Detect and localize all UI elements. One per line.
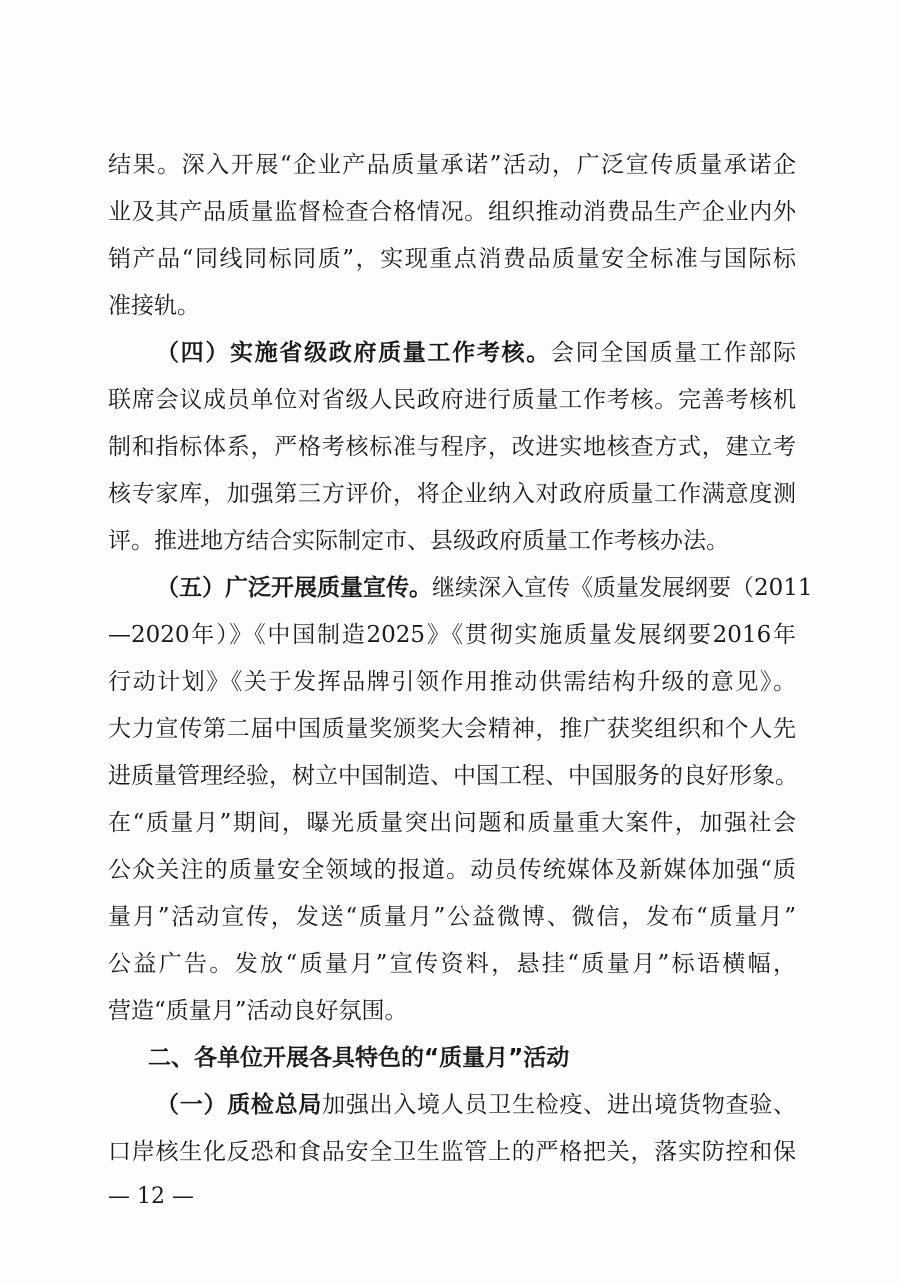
chapter-two-heading: 二、各单位开展各具特色的“质量月”活动 — [148, 1045, 570, 1071]
text-line: 评。推进地方结合实际制定市、县级政府质量工作考核办法。 — [108, 528, 729, 554]
text-line: 行动计划》《关于发挥品牌引领作用推动供需结构升级的意见》。 — [108, 669, 796, 695]
section-heading: （五）广泛开展质量宣传。 — [156, 574, 432, 601]
text-line: 公益广告。发放“质量月”宣传资料，悬挂“质量月”标语横幅， — [108, 951, 796, 977]
section-four-heading-line: （四）实施省级政府质量工作考核。会同全国质量工作部际 — [156, 339, 797, 366]
text-line: 联席会议成员单位对省级人民政府进行质量工作考核。完善考核机 — [108, 387, 796, 413]
section-five-heading-line: （五）广泛开展质量宣传。继续深入宣传《质量发展纲要（2011 — [156, 574, 813, 601]
text-line: 在“质量月”期间，曝光质量突出问题和质量重大案件，加强社会 — [108, 810, 796, 836]
section-heading: （四）实施省级政府质量工作考核。 — [156, 339, 551, 366]
text-line: 核专家库，加强第三方评价，将企业纳入对政府质量工作满意度测 — [108, 481, 796, 507]
text-line: 口岸核生化反恐和食品安全卫生监管上的严格把关，落实防控和保 — [108, 1139, 796, 1165]
text-line: —2020年）》《中国制造2025》《贯彻实施质量发展纲要2016年 — [108, 622, 796, 648]
text-line: 进质量管理经验，树立中国制造、中国工程、中国服务的良好形象。 — [108, 763, 798, 789]
subsection-one-line: （一）质检总局加强出入境人员卫生检疫、进出境货物查验、 — [156, 1091, 797, 1118]
text-line: 营造“质量月”活动良好氛围。 — [108, 998, 408, 1024]
text-line: 制和指标体系，严格考核标准与程序，改进实地核查方式，建立考 — [108, 434, 796, 460]
page-number: — 12 — — [108, 1184, 194, 1209]
text-line: 业及其产品质量监督检查合格情况。组织推动消费品生产企业内外 — [108, 199, 796, 225]
text-line: 准接轨。 — [108, 293, 200, 319]
text-line: 销产品“同线同标同质”，实现重点消费品质量安全标准与国际标 — [108, 246, 796, 272]
text-line: 量月”活动宣传，发送“质量月”公益微博、微信，发布“质量月” — [108, 904, 796, 930]
section-heading: （一）质检总局 — [156, 1091, 323, 1118]
text-line: 大力宣传第二届中国质量奖颁奖大会精神，推广获奖组织和个人先 — [108, 716, 796, 742]
text-line: 公众关注的质量安全领域的报道。动员传统媒体及新媒体加强“质 — [108, 857, 796, 883]
text-line: 结果。深入开展“企业产品质量承诺”活动，广泛宣传质量承诺企 — [108, 152, 796, 178]
